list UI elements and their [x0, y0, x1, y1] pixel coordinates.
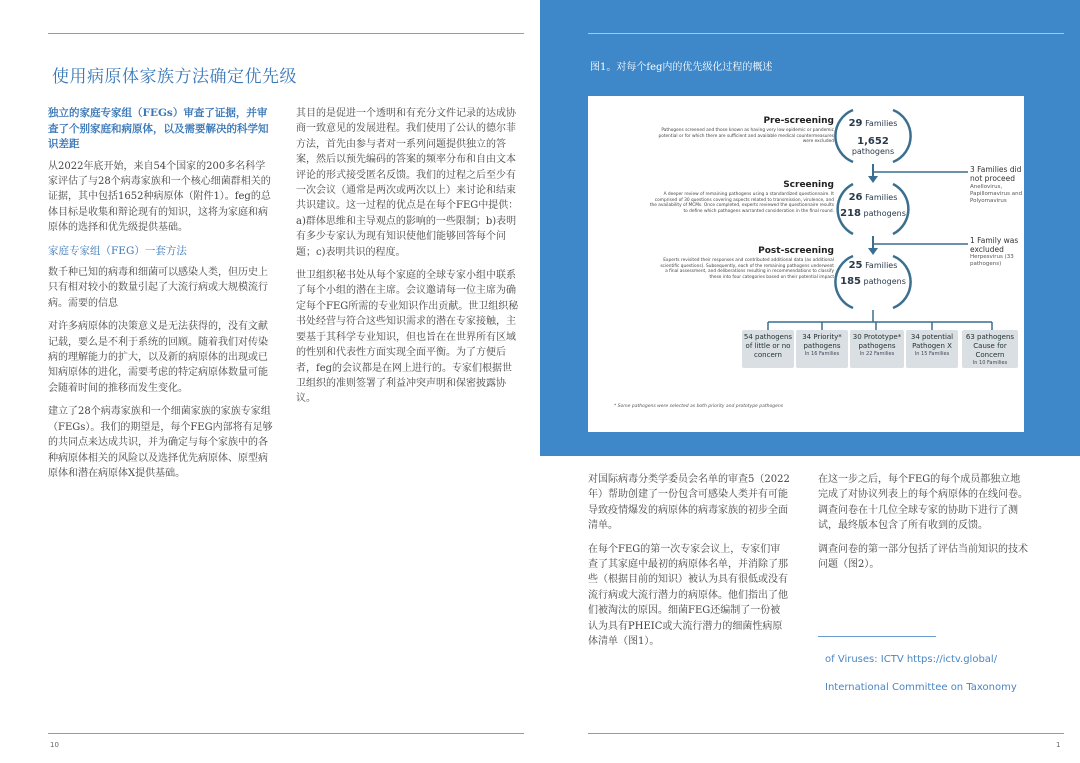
paragraph: 在每个FEG的第一次专家会议上，专家们审查了其家庭中最初的病原体名单，并消除了那些（根据目前的知识）被认为具有很低或没有流行病或大流行潜力的病原体。他们指出了他们被淘汰的原因。细菌FEG还编制了一份被认为具有PHEIC或大流行潜力的细菌性病原体清单（图1）。	[588, 543, 788, 648]
category-box: 34 Priority* pathogens In 16 Families	[796, 330, 848, 368]
category-box: 34 potential Pathogen X In 15 Families	[906, 330, 958, 368]
text-column-4	[818, 472, 1030, 580]
bottom-divider	[588, 733, 1064, 734]
category-box: 63 pathogens Cause for Concern In 10 Families	[962, 330, 1018, 368]
category-box: 30 Prototype* pathogens In 22 Families	[850, 330, 904, 368]
stage-title: Post-screening	[758, 246, 834, 256]
arrow-head	[868, 248, 878, 255]
bottom-divider	[48, 733, 524, 734]
section-heading: 独立的家庭专家组（FEGs）审查了证据，并审查了个别家庭和病原体，以及需要解决的科学知识差距	[48, 107, 269, 150]
page-number: 1	[1056, 741, 1061, 749]
text-column-2	[296, 106, 520, 415]
figure-caption: 图1。对每个feg内的优先级化过程的概述	[590, 62, 773, 73]
pathogens-count: 218 pathogens	[840, 208, 906, 219]
excluded-note: 3 Families did not proceed	[970, 165, 1022, 183]
pathogens-count: 1,652 pathogens	[851, 136, 895, 156]
paragraph: 从2022年底开始，来自54个国家的200多名科学家评估了与28个病毒家族和一个核心细菌群相关的证据，其中包括1652种病原体（附件1）。feg的总体目标是收集和辩论现有的知识，这将为家庭和病原体的选择和优先级提供基础。	[48, 160, 271, 234]
category-box: 54 pathogens of little or no concern	[742, 330, 794, 368]
top-divider	[48, 33, 524, 34]
flow-diagram	[588, 96, 1024, 432]
paragraph: 在这一步之后，每个FEG的每个成员都独立地完成了对协议列表上的每个病原体的在线问卷。调查问卷在十几位全球专家的协助下进行了测试，最终版本包含了所有收到的反馈。	[818, 474, 1028, 532]
families-count: 26 Families	[848, 192, 898, 203]
excluded-note: 1 Family was excluded	[970, 236, 1019, 254]
paragraph: 世卫组织秘书处从每个家庭的全球专家小组中联系了每个小组的潜在主席。会议邀请每一位主席为确定每个FEG所需的专业知识作出贡献。世卫组织秘书处经营与符合这些知识需求的潜在专家接触，主要基于其科学专业知识，但也旨在在世界所有区域的性别和代表性方面实现全面平衡。为了方便后者，feg的会议都是在网上进行的。专家们根据世卫组织的准则签署了利益冲突声明和保密披露协议。	[296, 270, 519, 405]
paragraph: 建立了28个病毒家族和一个细菌家族的家族专家组（FEGs）。我们的期望是，每个FEG内部将有足够的共同点来达成共识，并为确定与每个家族中的各种病原体相关的风险以及选择优先病原体、原型病原体和潜在病原体X提供基础。	[48, 406, 273, 479]
excluded-detail: Herpesvirus (33 pathogens)	[970, 254, 1014, 267]
text-column-1	[48, 106, 274, 489]
stage-description: Experts revisited their responses and contributed additional data (as additional scientific questions). Subsequently, each of the remaining pathogens underwent a final assessment, and deliberations resulting in recommendations to classify these into four categories based on their potential impact	[660, 258, 834, 280]
reference-text: International Committee on Taxonomy	[825, 682, 1017, 693]
text-column-3	[588, 472, 790, 657]
stage-description: Pathogens screened and those known as having very low epidemic or pandemic potential or for which there are sufficient and available medical countermeasures were excluded	[658, 128, 834, 145]
reference-divider	[818, 636, 936, 637]
stage-title: Pre-screening	[763, 116, 834, 126]
page-title: 使用病原体家族方法确定优先级	[52, 67, 297, 87]
paragraph: 调查问卷的第一部分包括了评估当前知识的技术问题（图2）。	[818, 543, 1028, 571]
pathogens-count: 185 pathogens	[840, 276, 906, 287]
arrow-head	[868, 176, 878, 183]
right-page	[540, 0, 1080, 763]
stage-title: Screening	[783, 180, 834, 190]
paragraph: 其目的是促进一个透明和有充分文件记录的达成协商一致意见的发展进程。我们使用了公认的德尔菲方法，首先由参与者对一系列问题提供独立的答案，然后以预先编码的答案的频率分布和自由文本评论的形式接受匿名反馈。我们的过程之后至少有一次会议（通常是两次或两次以上）来讨论和结束共识建议。这一过程的优点是在每个FEG中提供：a)群体思维和主导观点的影响的一些限制；b)表明有多少专家认为现有知识使他们能够回答每个问题；c)表明共识的程度。	[296, 108, 519, 258]
paragraph: 对国际病毒分类学委员会名单的审查5（2022年）帮助创建了一份包含可感染人类并有可能导致疫情爆发的病原体的病毒家族的初步全面清单。	[588, 474, 790, 532]
section-heading: 家庭专家组（FEG）一套方法	[48, 244, 187, 257]
families-count: 25 Families	[848, 260, 898, 271]
top-divider	[588, 33, 1064, 34]
page-number: 10	[50, 741, 59, 749]
paragraph: 数千种已知的病毒和细菌可以感染人类，但历史上只有相对较小的数量引起了大流行病或大规模流行病。需要的信息	[48, 267, 268, 309]
paragraph: 对许多病原体的决策意义是无法获得的，没有文献记载，要么是不利于系统的回顾。随着我们对传染病的理解能力的扩大，以及新的病原体的出现或已知病原体的进化，需要考虑的特定病原体数量可能会随着时间的推移而发生变化。	[48, 321, 268, 394]
stage-description: A deeper review of remaining pathogens using a standardized questionnaire. It comprised of 30 questions covering aspects related to transmission, virulence, and the availability of MCMs. Once completed, experts reviewed the questionnaire results to define which pathogens warranted consideration in the final round.	[649, 192, 834, 214]
reference-link[interactable]: of Viruses: ICTV https://ictv.global/	[825, 654, 998, 665]
figure-panel	[540, 0, 1080, 456]
excluded-detail: Anellovirus, Papillomavirus and Polyomavirus	[970, 184, 1023, 204]
figure-footnote: * Some pathogens were selected as both priority and prototype pathogens	[614, 404, 784, 409]
families-count: 29 Families	[848, 118, 898, 129]
